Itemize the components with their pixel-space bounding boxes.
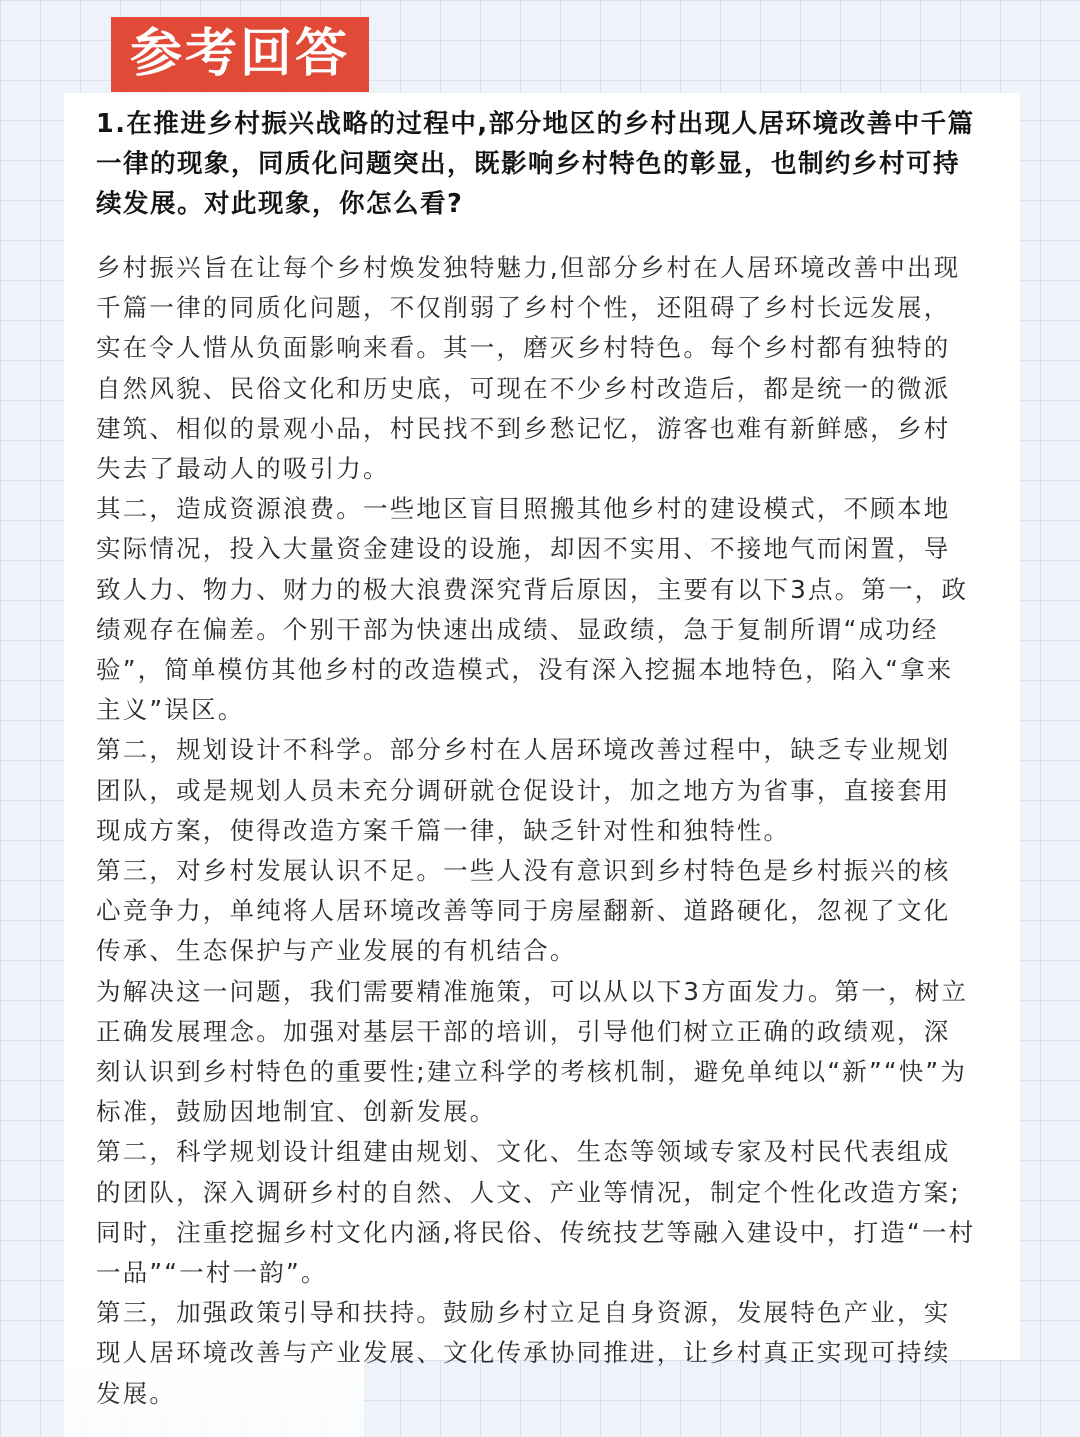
answer-paragraph: 第二，规划设计不科学。部分乡村在人居环境改善过程中，缺乏专业规划团队，或是规划人员未充分调研就仓促设计，加之地方为省事，直接套用现成方案，使得改造方案千篇一律，缺乏针对性和独特性。 xyxy=(96,735,951,845)
question-text: 1.在推进乡村振兴战略的过程中,部分地区的乡村出现人居环境改善中千篇一律的现象，同质化问题突出，既影响乡村特色的彰显，也制约乡村可持续发展。对此现象，你怎么看? xyxy=(96,109,975,219)
answer-paragraph: 其二，造成资源浪费。一些地区盲目照搬其他乡村的建设模式，不顾本地实际情况，投入大量资金建设的设施，却因不实用、不接地气而闲置，导致人力、物力、财力的极大浪费深究背后原因，主要有以下3点。第一，政绩观存在偏差。个别干部为快速出成绩、显政绩，急于复制所谓“成功经验”，简单模仿其他乡村的改造模式，没有深入挖掘本地特色，陷入“拿来主义”误区。 xyxy=(96,494,969,725)
answer-body xyxy=(96,248,976,1414)
answer-paragraph: 第三，对乡村发展认识不足。一些人没有意识到乡村特色是乡村振兴的核心竞争力，单纯将人居环境改善等同于房屋翻新、道路硬化，忽视了文化传承、生态保护与产业发展的有机结合。 xyxy=(96,856,951,966)
reference-answer-badge: 参考回答 xyxy=(111,17,369,92)
answer-paragraph: 为解决这一问题，我们需要精准施策，可以从以下3方面发力。第一，树立正确发展理念。加强对基层干部的培训，引导他们树立正确的政绩观，深刻认识到乡村特色的重要性;建立科学的考核机制，避免单纯以“新”“快”为标准，鼓励因地制宜、创新发展。 xyxy=(96,976,969,1127)
document-body xyxy=(96,104,976,1414)
answer-paragraph: 第三，加强政策引导和扶持。鼓励乡村立足自身资源，发展特色产业，实现人居环境改善与产业发展、文化传承协同推进，让乡村真正实现可持续发展。 xyxy=(96,1298,951,1408)
answer-paragraph: 第二，科学规划设计组建由规划、文化、生态等领域专家及村民代表组成的团队，深入调研乡村的自然、人文、产业等情况，制定个性化改造方案;同时，注重挖掘乡村文化内涵,将民俗、传统技艺等融入建设中，打造“一村一品”“一村一韵”。 xyxy=(96,1137,976,1288)
answer-paragraph: 乡村振兴旨在让每个乡村焕发独特魅力,但部分乡村在人居环境改善中出现千篇一律的同质化问题，不仅削弱了乡村个性，还阻碍了乡村长远发展，实在令人惜从负面影响来看。其一，磨灭乡村特色。每个乡村都有独特的自然风貌、民俗文化和历史底，可现在不少乡村改造后，都是统一的微派建筑、相似的景观小品，村民找不到乡愁记忆，游客也难有新鲜感，乡村失去了最动人的吸引力。 xyxy=(96,253,961,484)
